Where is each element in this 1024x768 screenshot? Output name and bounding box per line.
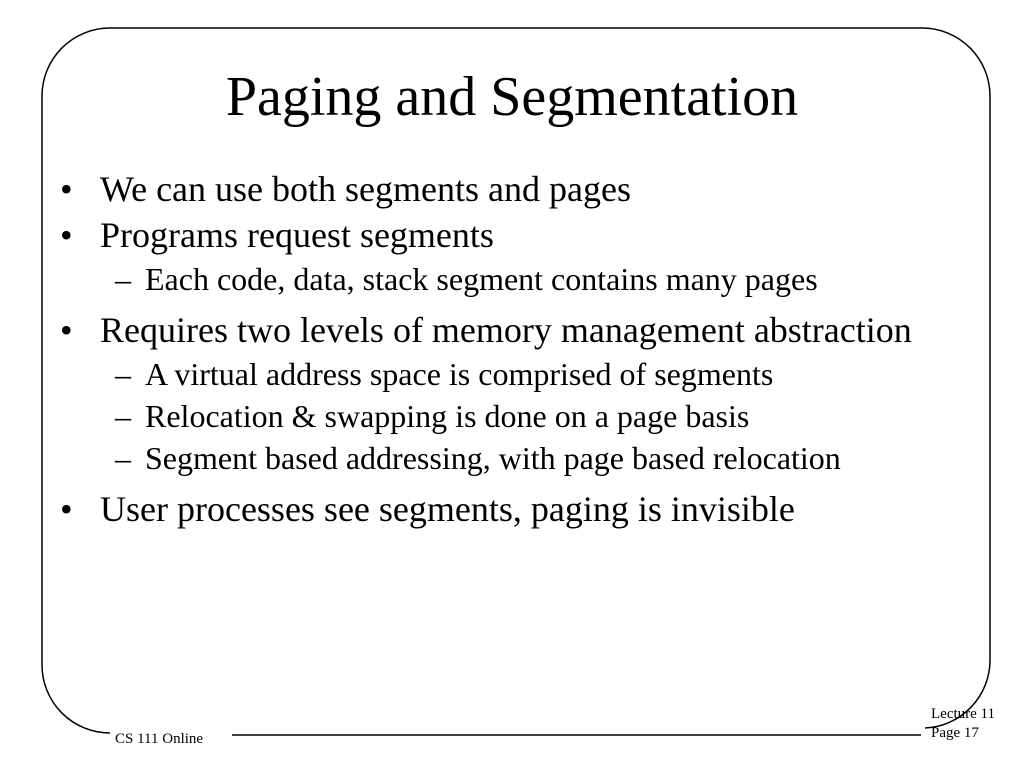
sub-bullet-item [60,400,960,433]
page-number: Page 17 [931,725,979,741]
sub-bullet-item [60,358,960,391]
sub-bullet-text: Relocation & swapping is done on a page basis [145,398,750,434]
bullet-text: We can use both segments and pages [100,169,631,209]
bullet-text: Requires two levels of memory management abstraction [100,310,912,350]
sub-bullet-item [60,263,960,296]
bullet-item [60,312,960,349]
bullet-text: User processes see segments, paging is invisible [100,489,795,529]
course-label: CS 111 Online [115,731,204,747]
lecture-label: Lecture 11 [931,706,995,722]
sub-bullet-marker: – [115,261,131,297]
bullet-item [60,171,960,208]
bullet-item [60,491,960,528]
bullet-list [60,162,960,528]
bullet-marker: • [60,310,73,350]
sub-bullet-marker: – [115,398,131,434]
bullet-marker: • [60,169,73,209]
bullet-marker: • [60,215,73,255]
bullet-marker: • [60,489,73,529]
sub-bullet-marker: – [115,440,131,476]
bullet-text: Programs request segments [100,215,494,255]
sub-bullet-item [60,442,960,475]
bullet-item [60,217,960,254]
sub-bullet-text: Segment based addressing, with page based relocation [145,440,841,476]
slide-title: Paging and Segmentation [225,66,799,128]
sub-bullet-marker: – [115,356,131,392]
sub-bullet-text: A virtual address space is comprised of segments [145,356,774,392]
sub-bullet-text: Each code, data, stack segment contains many pages [145,261,818,297]
